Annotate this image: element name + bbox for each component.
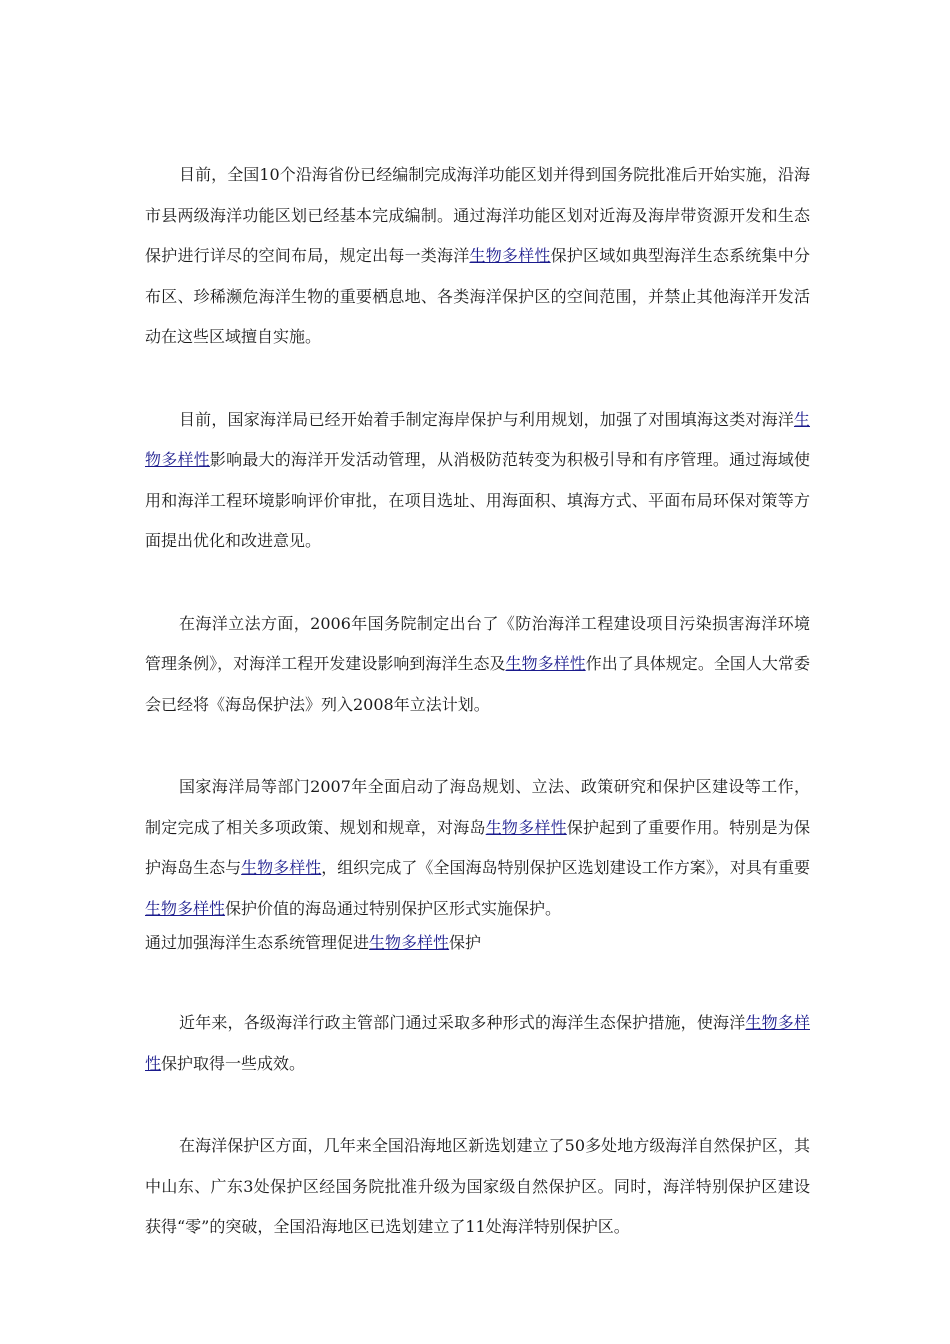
biodiversity-link[interactable]: 生物多样性 <box>145 1013 810 1073</box>
biodiversity-link[interactable]: 生物多样性 <box>469 246 551 265</box>
paragraph-1 <box>145 155 810 358</box>
text-run: 保护取得一些成效。 <box>161 1053 306 1073</box>
paragraph-5 <box>145 1003 810 1084</box>
text-run: 保护起到了重要作用。特别是为保护海岛生态与 <box>145 817 810 877</box>
text-run: 在海洋保护区方面，几年来全国沿海地区新选划建立了50多处地方级海洋自然保护区，其中山东、广东3处保护区经国务院批准升级为国家级自然保护区。同时，海洋特别保护区建设获得“零”的突破，全国沿海地区已选划建立了11处海洋特别保护区。 <box>145 1136 810 1236</box>
biodiversity-link[interactable]: 生物多样性 <box>145 898 226 918</box>
text-run: 影响最大的海洋开发活动管理，从消极防范转变为积极引导和有序管理。通过海域使用和海洋工程环境影响评价审批，在项目选址、用海面积、填海方式、平面布局环保对策等方面提出优化和改进意见。 <box>145 450 810 550</box>
text-run: 在海洋立法方面，2006年国务院制定出台了《防治海洋工程建设项目污染损害海洋环境管理条例》，对海洋工程开发建设影响到海洋生态及 <box>145 613 810 673</box>
text-run: ，组织完成了《全国海岛特别保护区选划建设工作方案》，对具有重要 <box>321 858 810 877</box>
biodiversity-link[interactable]: 生物多样性 <box>145 409 810 469</box>
text-run: 通过加强海洋生态系统管理促进 <box>145 933 370 952</box>
text-run: 保护区域如典型海洋生态系统集中分布区、珍稀濒危海洋生物的重要栖息地、各类海洋保护区的空间范围，并禁止其他海洋开发活动在这些区域擅自实施。 <box>145 246 810 346</box>
paragraph-6 <box>145 1126 810 1248</box>
text-run: 目前，国家海洋局已经开始着手制定海岸保护与利用规划，加强了对围填海这类对海洋 <box>179 409 794 429</box>
text-run: 国家海洋局等部门2007年全面启动了海岛规划、立法、政策研究和保护区建设等工作，制定完成了相关多项政策、规划和规章，对海岛 <box>145 777 810 837</box>
text-run: 目前，全国10个沿海省份已经编制完成海洋功能区划并得到国务院批准后开始实施，沿海市县两级海洋功能区划已经基本完成编制。通过海洋功能区划对近海及海岸带资源开发和生态保护进行详尽的空间布局，规定出每一类海洋 <box>145 165 810 265</box>
text-run: 保护价值的海岛通过特别保护区形式实施保护。 <box>225 898 562 918</box>
text-run: 保护 <box>449 933 482 952</box>
paragraph-2 <box>145 400 810 562</box>
paragraph-3 <box>145 604 810 726</box>
text-run: 作出了具体规定。全国人大常委会已经将《海岛保护法》列入2008年立法计划。 <box>145 654 810 714</box>
paragraph-4 <box>145 767 810 929</box>
biodiversity-link[interactable]: 生物多样性 <box>505 654 586 673</box>
text-run: 近年来，各级海洋行政主管部门通过采取多种形式的海洋生态保护措施，使海洋 <box>179 1013 746 1032</box>
biodiversity-link[interactable]: 生物多样性 <box>369 933 450 952</box>
section-heading <box>145 929 810 957</box>
biodiversity-link[interactable]: 生物多样性 <box>241 858 322 877</box>
biodiversity-link[interactable]: 生物多样性 <box>485 817 567 837</box>
